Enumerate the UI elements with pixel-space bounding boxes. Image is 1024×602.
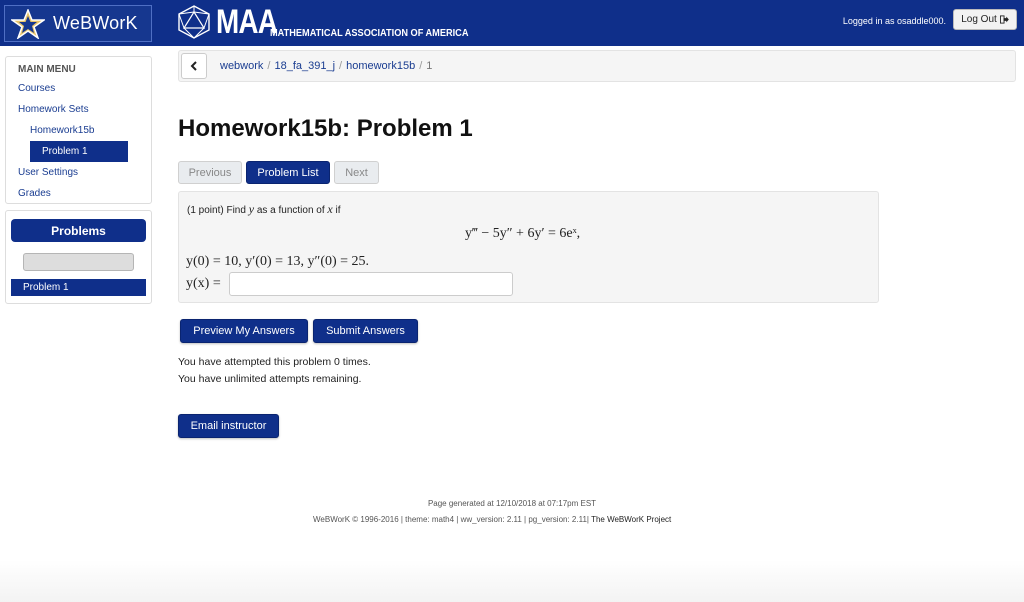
attempts-remaining: You have unlimited attempts remaining.: [178, 373, 362, 385]
problem-list-button[interactable]: Problem List: [246, 161, 330, 184]
problem-body: [178, 191, 879, 303]
problem-prompt-mid: as a function of: [256, 205, 325, 216]
menu-item-user-settings[interactable]: User Settings: [18, 167, 79, 178]
submit-answers-button[interactable]: Submit Answers: [313, 319, 418, 343]
previous-button[interactable]: Previous: [178, 161, 242, 184]
attempts-count: You have attempted this problem 0 times.: [178, 356, 371, 368]
chevron-left-icon: [190, 61, 198, 71]
brand-name: WeBWorK: [53, 13, 138, 33]
next-button[interactable]: Next: [334, 161, 379, 184]
breadcrumb-separator: /: [267, 60, 271, 72]
copyright-text: WeBWorK © 1996-2016 | theme: math4 | ww_version: 2.11 | pg_version: 2.11|: [313, 515, 589, 524]
problem-points: (1 point): [187, 205, 224, 216]
bottom-fade: [0, 560, 1024, 602]
sign-out-icon: [1000, 15, 1009, 24]
breadcrumb-course[interactable]: 18_fa_391_j: [274, 60, 336, 72]
webwork-project-link[interactable]: The WeBWorK Project: [591, 515, 672, 524]
page-title: Homework15b: Problem 1: [178, 115, 473, 142]
problem-prompt-end: if: [335, 205, 341, 216]
menu-item-problem-1[interactable]: Problem 1: [30, 141, 128, 162]
answer-label: y(x) =: [186, 276, 221, 291]
breadcrumb-webwork[interactable]: webwork: [220, 60, 264, 72]
maa-wordmark: MAA: [216, 3, 278, 41]
email-instructor-button[interactable]: Email instructor: [178, 414, 279, 438]
breadcrumb-current: 1: [426, 60, 433, 72]
main-menu-title: MAIN MENU: [18, 64, 76, 75]
problems-list-item[interactable]: Problem 1: [11, 279, 146, 296]
copyright-footer: [313, 515, 671, 524]
initial-conditions: y(0) = 10, y′(0) = 13, y″(0) = 25.: [186, 254, 370, 269]
logout-label: Log Out: [961, 14, 997, 25]
login-status: Logged in as osaddle000.: [842, 16, 946, 26]
maa-subtitle: MATHEMATICAL ASSOCIATION OF AMERICA: [270, 28, 469, 39]
breadcrumb: [178, 50, 1016, 82]
maa-logo[interactable]: [176, 3, 469, 41]
menu-item-courses[interactable]: Courses: [18, 83, 56, 94]
answer-input[interactable]: [229, 272, 513, 296]
differential-equation: y‴ − 5y″ + 6y′ = 6eˣ,: [465, 226, 581, 241]
problems-panel: [5, 210, 152, 304]
logout-button[interactable]: [953, 9, 1017, 30]
breadcrumb-homework[interactable]: homework15b: [346, 60, 416, 72]
main-menu: [5, 56, 152, 204]
webwork-logo[interactable]: [4, 5, 152, 42]
top-banner: [0, 0, 1024, 46]
preview-answers-button[interactable]: Preview My Answers: [180, 319, 308, 343]
webwork-star-icon: [11, 9, 45, 39]
problem-statement: [187, 202, 341, 217]
breadcrumb-separator: /: [339, 60, 343, 72]
problem-prompt: Find: [226, 205, 246, 216]
var-x: x: [327, 202, 333, 216]
page-generated-footer: Page generated at 12/10/2018 at 07:17pm EST: [427, 499, 597, 508]
breadcrumb-trail: [220, 60, 432, 72]
maa-icosahedron-icon: [176, 4, 212, 40]
menu-item-homework-sets[interactable]: Homework Sets: [18, 104, 89, 115]
var-y: y: [248, 202, 255, 216]
menu-item-homework15b[interactable]: Homework15b: [30, 125, 95, 136]
back-button[interactable]: [181, 53, 207, 79]
problems-button[interactable]: Problems: [11, 219, 146, 242]
breadcrumb-separator: /: [419, 60, 423, 72]
menu-item-grades[interactable]: Grades: [18, 188, 51, 199]
problems-progress-bar: [23, 253, 134, 271]
